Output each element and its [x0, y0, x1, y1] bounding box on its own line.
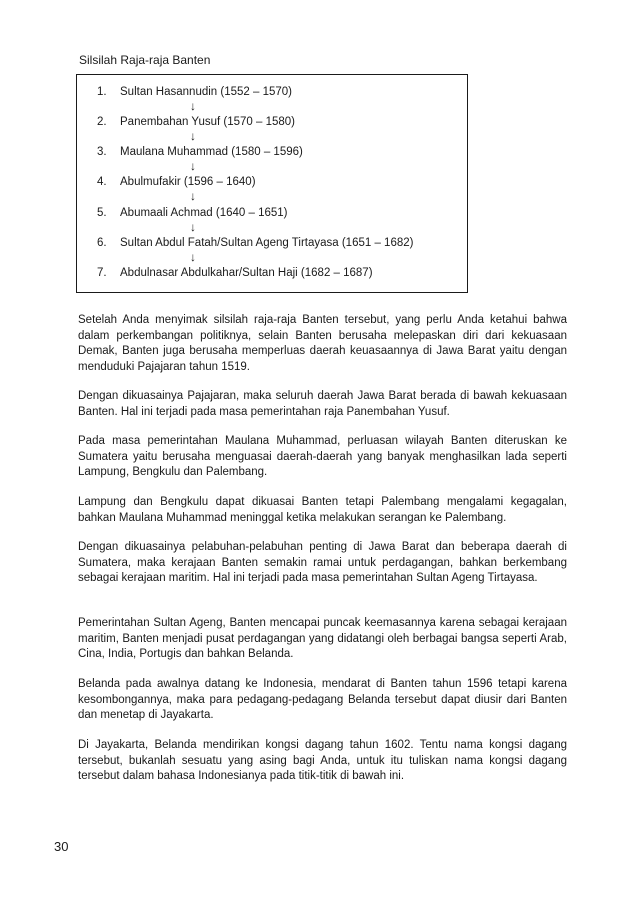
ruler-name: Panembahan Yusuf (1570 – 1580): [120, 116, 295, 128]
body-paragraph: Di Jayakarta, Belanda mendirikan kongsi dagang tahun 1602. Tentu nama kongsi dagang tersebut, bukanlah sesuatu yang asing bagi Anda, untuk itu tuliskan nama kongsi dagang tersebut dalam bahasa Indonesianya pada titik-titik di bawah ini.: [78, 739, 567, 782]
ruler-number: 2.: [97, 116, 107, 128]
page-number: 30: [54, 839, 69, 854]
down-arrow-icon: ↓: [190, 189, 196, 203]
body-paragraph: Dengan dikuasainya Pajajaran, maka seluruh daerah Jawa Barat berada di bawah kekuasaan Banten. Hal ini terjadi pada masa pemerintahan raja Panembahan Yusuf.: [78, 390, 567, 418]
ruler-number: 4.: [97, 176, 107, 188]
lineage-title: Silsilah Raja-raja Banten: [79, 53, 211, 67]
ruler-number: 1.: [97, 86, 107, 98]
ruler-number: 3.: [97, 146, 107, 158]
lineage-box: [76, 74, 468, 293]
ruler-number: 6.: [97, 237, 107, 249]
body-paragraph: Pemerintahan Sultan Ageng, Banten mencapai puncak keemasannya karena sebagai kerajaan maritim, Banten menjadi pusat perdagangan yang didatangi oleh berbagai bangsa seperti Arab, Cina, India, Portugis dan bahkan Belanda.: [78, 617, 567, 660]
down-arrow-icon: ↓: [190, 99, 196, 113]
down-arrow-icon: ↓: [190, 129, 196, 143]
ruler-name: Maulana Muhammad (1580 – 1596): [120, 146, 303, 158]
body-paragraph: Pada masa pemerintahan Maulana Muhammad, perluasan wilayah Banten diteruskan ke Sumatera yaitu berusaha menguasai daerah-daerah yang banyak menghasilkan lada seperti Lampung, Bengkulu dan Palembang.: [78, 435, 567, 478]
down-arrow-icon: ↓: [190, 220, 196, 234]
body-paragraph: Lampung dan Bengkulu dapat dikuasai Banten tetapi Palembang mengalami kegagalan, bahkan Maulana Muhammad meninggal ketika melakukan serangan ke Palembang.: [78, 496, 567, 524]
body-paragraph: Belanda pada awalnya datang ke Indonesia, mendarat di Banten tahun 1596 tetapi karena kesombongannya, maka para pedagang-pedagang Belanda tersebut dapat diusir dari Banten dan menetap di Jayakarta.: [78, 678, 567, 721]
ruler-name: Abulmufakir (1596 – 1640): [120, 176, 256, 188]
down-arrow-icon: ↓: [190, 250, 196, 264]
ruler-name: Abdulnasar Abdulkahar/Sultan Haji (1682 – 1687): [120, 267, 373, 279]
ruler-number: 5.: [97, 207, 107, 219]
ruler-name: Sultan Hasannudin (1552 – 1570): [120, 86, 292, 98]
ruler-number: 7.: [97, 267, 107, 279]
body-paragraph: Setelah Anda menyimak silsilah raja-raja Banten tersebut, yang perlu Anda ketahui bahwa dalam perkembangan politiknya, selain Banten berusaha melepaskan diri dari kekuasaan Demak, Banten juga berusaha memperluas daerah keuasaannya di Jawa Barat yaitu dengan menduduki Pajajaran tahun 1519.: [78, 314, 567, 373]
down-arrow-icon: ↓: [190, 159, 196, 173]
ruler-name: Sultan Abdul Fatah/Sultan Ageng Tirtayasa (1651 – 1682): [120, 237, 414, 249]
body-paragraph: Dengan dikuasainya pelabuhan-pelabuhan penting di Jawa Barat dan beberapa daerah di Sumatera, maka kerajaan Banten semakin ramai untuk perdagangan, bahkan berkembang sebagai kerajaan maritim. Hal ini terjadi pada masa pemerintahan Sultan Ageng Tirtayasa.: [78, 541, 567, 584]
ruler-name: Abumaali Achmad (1640 – 1651): [120, 207, 288, 219]
